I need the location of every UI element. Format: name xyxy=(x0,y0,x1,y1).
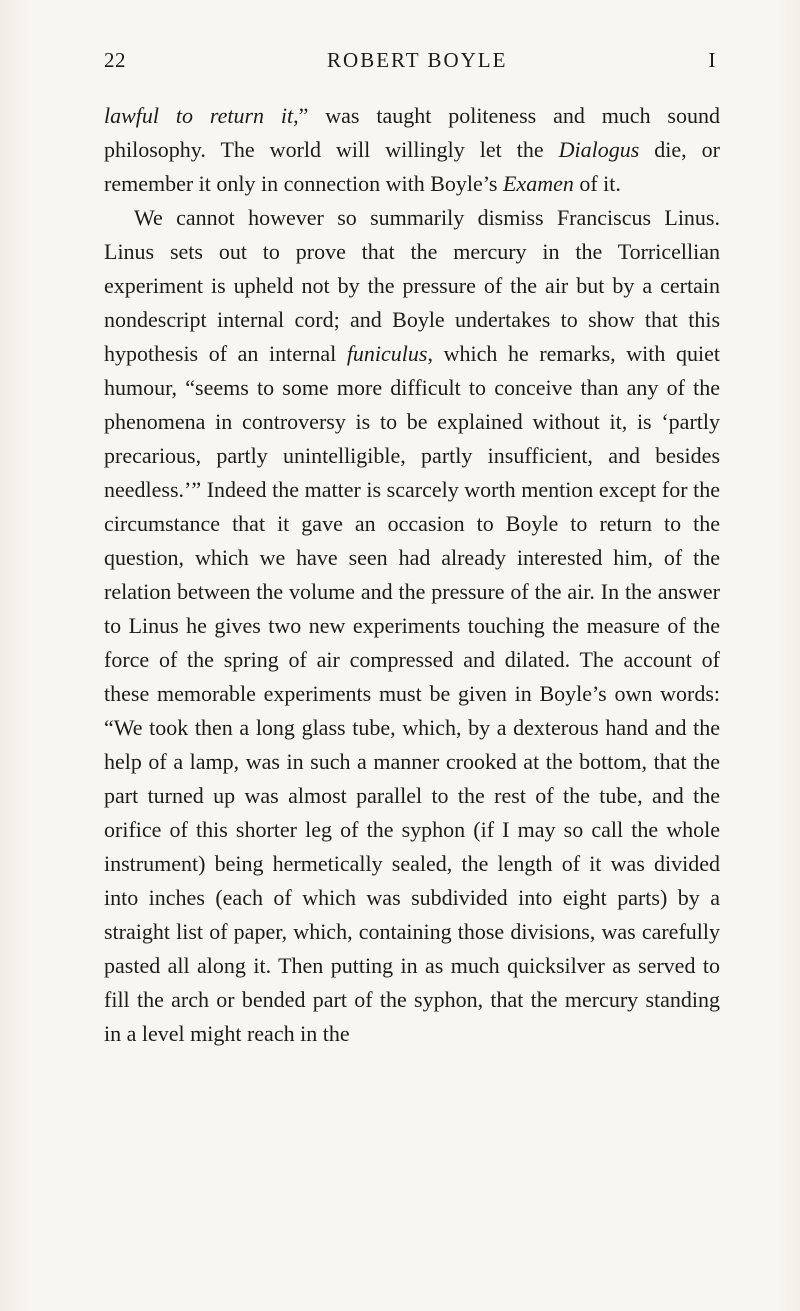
page-header xyxy=(104,48,718,73)
running-title: ROBERT BOYLE xyxy=(327,48,508,72)
italic-text-run: Examen xyxy=(502,171,574,196)
italic-text-run: funiculus xyxy=(346,341,428,366)
italic-text-run: lawful to return it, xyxy=(104,103,299,128)
italic-text-run: Dialogus xyxy=(558,137,640,162)
page-number: 22 xyxy=(104,48,126,72)
text-run: ” was taught politeness and much sound philosophy. The world will willingly let the xyxy=(104,103,720,162)
paragraph xyxy=(104,99,720,201)
body-text xyxy=(104,99,720,1051)
text-run: , which he remarks, with quiet humour, “seems to some more difficult to conceive than any of the phenomena in controversy is to be explained without it, is ‘partly precarious, partly unintelligible, partly insufficient, and besides needless.’” Indeed the matter is scarcely worth mention except for the circumstance that it gave an occasion to Boyle to return to the question, which we have seen had already interested him, of the relation between the volume and the pressure of the air. In the answer to Linus he gives two new experiments touching the measure of the force of the spring of air compressed and dilated. The account of these memorable experiments must be given in Boyle’s own words: “We took then a long glass tube, which, by a dexterous hand and the help of a lamp, was in such a manner crooked at the bottom, that the part turned up was almost parallel to the rest of the tube, and the orifice of this shorter leg of the syphon (if I may so call the whole instrument) being hermetically sealed, the length of it was divided into inches (each of which was subdivided into eight parts) by a straight list of paper, which, containing those divisions, was carefully pasted all along it. Then putting in as much quicksilver as served to fill the arch or bended part of the syphon, that the mercury standing in a level might reach in the xyxy=(104,341,720,1046)
text-run: die, or remember it only in connection with Boyle’s xyxy=(104,137,721,196)
paragraph xyxy=(104,201,720,1051)
text-run: of it. xyxy=(573,171,621,196)
text-run: We cannot however so summarily dismiss Franciscus Linus. Linus sets out to prove that the mercury in the Torricellian experiment is upheld not by the pressure of the air but by a certain nondescript internal cord; and Boyle undertakes to show that this hypothesis of an internal xyxy=(104,205,720,366)
chapter-number: I xyxy=(708,48,716,72)
